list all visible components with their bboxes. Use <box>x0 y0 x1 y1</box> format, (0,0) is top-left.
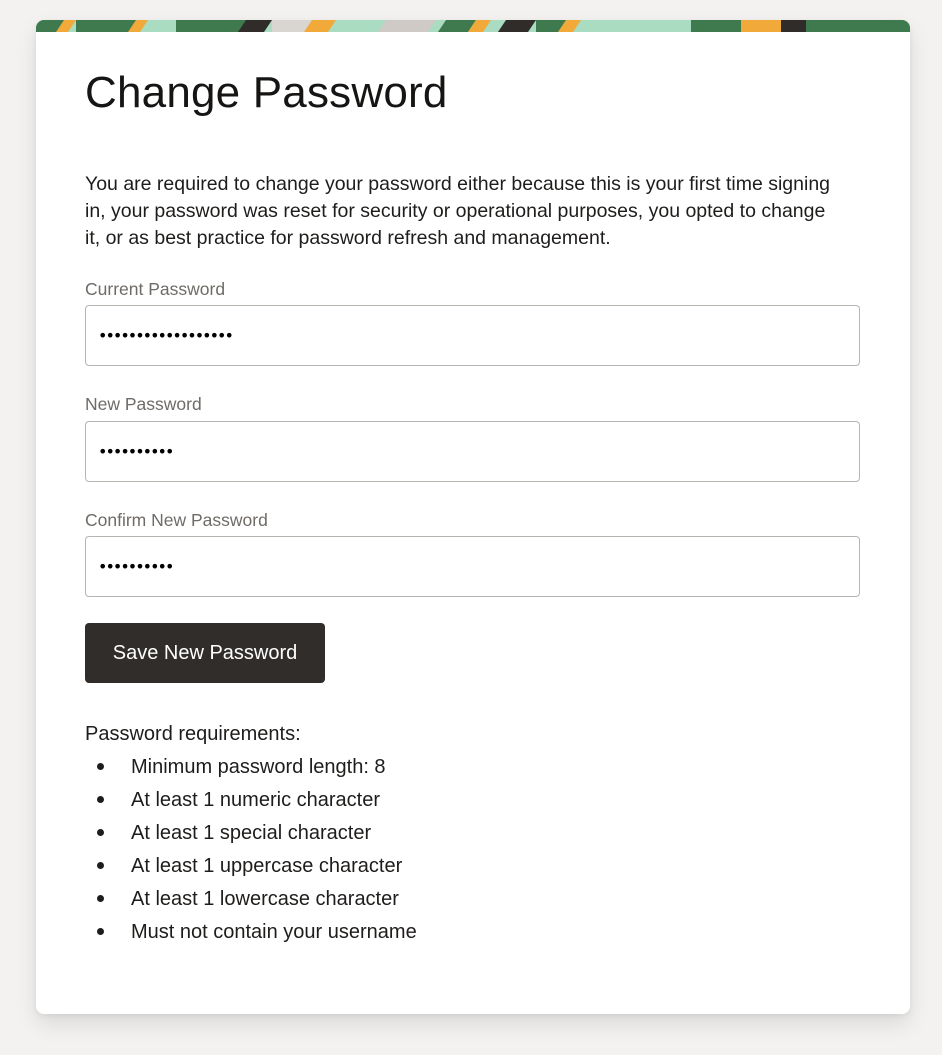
requirement-item <box>85 754 417 787</box>
change-password-card <box>36 20 910 1014</box>
requirement-text: At least 1 numeric character <box>131 789 380 811</box>
bullet-icon <box>97 862 104 869</box>
bullet-icon <box>97 895 104 902</box>
confirm-password-label: Confirm New Password <box>85 510 268 530</box>
current-password-field-box <box>85 305 860 366</box>
requirements-title: Password requirements: <box>85 723 301 745</box>
requirement-item <box>85 853 417 886</box>
bullet-icon <box>97 928 104 935</box>
bullet-icon <box>97 829 104 836</box>
requirements-list <box>85 754 417 952</box>
requirement-text: Must not contain your username <box>131 921 417 943</box>
confirm-password-field-box <box>85 536 860 597</box>
requirement-text: At least 1 uppercase character <box>131 855 403 877</box>
new-password-field-box <box>85 421 860 482</box>
requirement-item <box>85 886 417 919</box>
requirement-text: Minimum password length: 8 <box>131 756 386 778</box>
current-password-input[interactable] <box>86 306 859 365</box>
requirement-item <box>85 919 417 952</box>
save-new-password-button[interactable]: Save New Password <box>85 623 325 683</box>
confirm-password-input[interactable] <box>86 537 859 596</box>
new-password-label: New Password <box>85 394 202 414</box>
bullet-icon <box>97 763 104 770</box>
decorative-banner <box>36 20 910 32</box>
requirement-text: At least 1 lowercase character <box>131 888 399 910</box>
requirement-item <box>85 820 417 853</box>
requirement-text: At least 1 special character <box>131 822 372 844</box>
bullet-icon <box>97 796 104 803</box>
requirement-item <box>85 787 417 820</box>
intro-text: You are required to change your password either because this is your first time signing in, your password was reset for security or operational purposes, you opted to change it, or as best practice for password refresh and management. <box>85 173 831 249</box>
current-password-label: Current Password <box>85 279 226 299</box>
page-title: Change Password <box>85 68 448 117</box>
new-password-input[interactable] <box>86 422 859 481</box>
